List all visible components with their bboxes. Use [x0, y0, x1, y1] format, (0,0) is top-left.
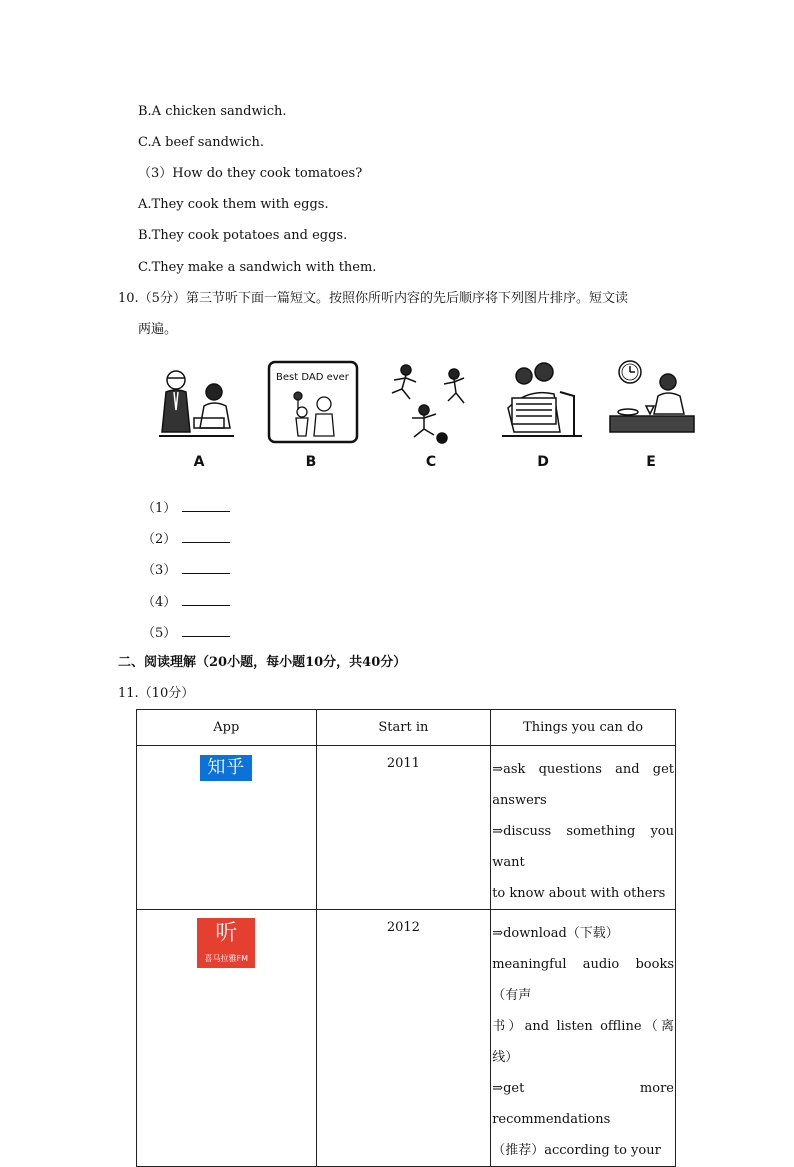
- teacher-and-boy-picture-icon: [154, 358, 244, 453]
- picture-label: E: [646, 454, 656, 470]
- answer-blank[interactable]: [182, 499, 230, 512]
- logo-subtitle: 喜马拉雅FM: [204, 954, 249, 963]
- picture-label: C: [425, 454, 437, 470]
- section-heading: 二、阅读理解（20小题，每小题10分，共40分）: [118, 655, 407, 670]
- table-row: [137, 746, 676, 910]
- answer-blank[interactable]: [182, 561, 230, 574]
- things-line: to know about with others: [492, 886, 666, 901]
- year-cell: 2011: [316, 746, 491, 910]
- option-3b: B.They cook potatoes and eggs.: [138, 228, 348, 243]
- card-text: Best DAD ever: [276, 372, 349, 383]
- things-line: （推荐）according to your: [492, 1143, 661, 1158]
- playing-football-picture-icon: [386, 358, 476, 453]
- answer-number: （1）: [142, 501, 177, 516]
- table-row: [137, 910, 676, 1167]
- reading-newspaper-picture-icon: [498, 358, 588, 453]
- picture-row: [154, 358, 696, 473]
- answer-number: （3）: [142, 563, 177, 578]
- things-cell: [491, 910, 676, 1167]
- question-10-text-cont: 两遍。: [138, 322, 178, 337]
- option-3c: C.They make a sandwich with them.: [138, 260, 377, 275]
- things-cell: [491, 746, 676, 910]
- sub-question-3: （3）How do they cook tomatoes?: [138, 166, 363, 181]
- picture-c: [386, 358, 476, 473]
- answer-blank[interactable]: [182, 530, 230, 543]
- things-line: meaningful audio books（有声: [492, 957, 674, 1003]
- answer-line-2: [142, 530, 230, 548]
- picture-label: B: [305, 454, 317, 470]
- picture-a: [154, 358, 244, 473]
- best-dad-card-picture-icon: [266, 358, 361, 448]
- question-11-label: 11.（10分）: [118, 686, 195, 701]
- things-line: 书）and listen offline（离线）: [492, 1019, 674, 1065]
- answer-number: （5）: [142, 626, 177, 641]
- answer-line-1: [142, 499, 230, 517]
- picture-e: [606, 358, 696, 473]
- picture-label: D: [537, 454, 549, 470]
- things-line: ⇒get more recommendations: [492, 1081, 674, 1127]
- answer-line-3: [142, 561, 230, 579]
- answer-line-5: [142, 624, 230, 642]
- header-app: App: [137, 710, 317, 746]
- answer-line-4: [142, 593, 230, 611]
- things-line: ⇒ask questions and get answers: [492, 762, 674, 808]
- logo-char: 听: [215, 921, 238, 946]
- picture-b: [266, 358, 356, 473]
- header-things: Things you can do: [491, 710, 676, 746]
- year-cell: 2012: [316, 910, 491, 1167]
- app-cell: [137, 746, 317, 910]
- zhihu-logo-icon: 知乎: [200, 755, 252, 781]
- app-table: [136, 709, 676, 1167]
- answer-number: （4）: [142, 595, 177, 610]
- answer-blank[interactable]: [182, 593, 230, 606]
- option-c: C.A beef sandwich.: [138, 135, 264, 150]
- option-3a: A.They cook them with eggs.: [138, 197, 329, 212]
- table-header-row: [137, 710, 676, 746]
- answer-number: （2）: [142, 532, 177, 547]
- things-line: ⇒download（下载）: [492, 926, 619, 941]
- option-b: B.A chicken sandwich.: [138, 104, 287, 119]
- ximalaya-logo-icon: [197, 918, 255, 968]
- picture-label: A: [193, 454, 205, 470]
- answer-blank[interactable]: [182, 624, 230, 637]
- things-line: ⇒discuss something you want: [492, 824, 674, 870]
- picture-d: [498, 358, 588, 473]
- app-cell: [137, 910, 317, 1167]
- header-start-in: Start in: [316, 710, 491, 746]
- question-10-text: 10.（5分）第三节听下面一篇短文。按照你所听内容的先后顺序将下列图片排序。短文读: [118, 291, 628, 306]
- breakfast-clock-picture-icon: [606, 358, 698, 453]
